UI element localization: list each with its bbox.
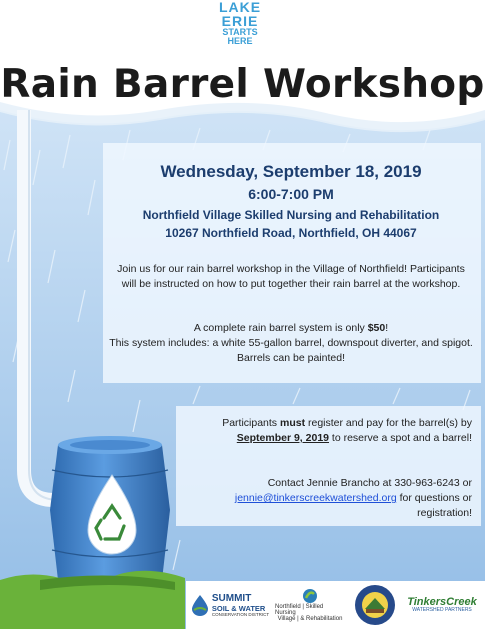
northfield-nursing-logo: [275, 584, 345, 626]
village-of-northfield-seal: [350, 584, 400, 626]
page-title: Rain Barrel Workshop: [0, 62, 485, 107]
price-text-a: A complete rain barrel system is only: [193, 322, 368, 334]
contact-tail: for questions or registration!: [396, 492, 472, 519]
price-value: $50: [367, 322, 386, 334]
summit-subtitle: SOIL & WATER: [211, 603, 266, 613]
registration-notice: [180, 416, 472, 446]
price-paragraph: [104, 321, 478, 366]
system-includes-text: This system includes: a white 55-gallon barrel, downspout diverter, and spigot. Barrels can be painted!: [109, 337, 473, 364]
event-address: 10267 Northfield Road, Northfield, OH 44067: [165, 226, 417, 240]
reg-must: must: [279, 417, 306, 429]
reg-text-c: register and pay for the barrel(s) by: [305, 417, 472, 429]
summit-caption: CONSERVATION DISTRICT: [211, 611, 270, 617]
event-venue: Northfield Village Skilled Nursing and Rehabilitation: [142, 208, 440, 222]
contact-line: Contact Jennie Brancho at 330-963-6243 or: [267, 477, 472, 489]
summit-soil-water-logo: [190, 584, 270, 626]
intro-paragraph: Join us for our rain barrel workshop in the Village of Northfield! Participants will be instructed on how to put together their rain barrel at the workshop.: [117, 263, 465, 290]
price-text-b: !: [385, 322, 389, 334]
logo-line-here: HERE: [227, 36, 253, 46]
lake-erie-starts-here-logo: [200, 0, 280, 64]
logo-line-starts: STARTS: [222, 27, 258, 37]
summit-drop-icon: [191, 594, 209, 616]
contact-email-link[interactable]: jennie@tinkerscreekwatershed.org: [234, 492, 397, 504]
event-date: Wednesday, September 18, 2019: [160, 162, 422, 181]
tinkers-creek-caption: WATERSHED PARTNERS: [412, 607, 472, 614]
tinkers-creek-logo: [403, 584, 481, 626]
reg-deadline: September 9, 2019: [236, 432, 329, 444]
logo-line-lake: LAKE: [218, 0, 262, 15]
northfield-leaf-icon: [302, 588, 318, 604]
tinkers-creek-title: TinkersCreek: [407, 596, 477, 609]
northfield-line1: Northfield | Skilled Nursing: [275, 603, 324, 616]
reg-text-d: to reserve a spot and a barrel!: [329, 432, 472, 444]
summit-title: SUMMIT: [211, 592, 252, 604]
northfield-line2: Village | & Rehabilitation: [277, 616, 343, 623]
logo-line-erie: ERIE: [221, 13, 259, 29]
village-seal-icon: [353, 584, 397, 626]
contact-info: [180, 476, 472, 521]
event-time: 6:00-7:00 PM: [248, 186, 334, 202]
reg-text-a: Participants: [222, 417, 280, 429]
